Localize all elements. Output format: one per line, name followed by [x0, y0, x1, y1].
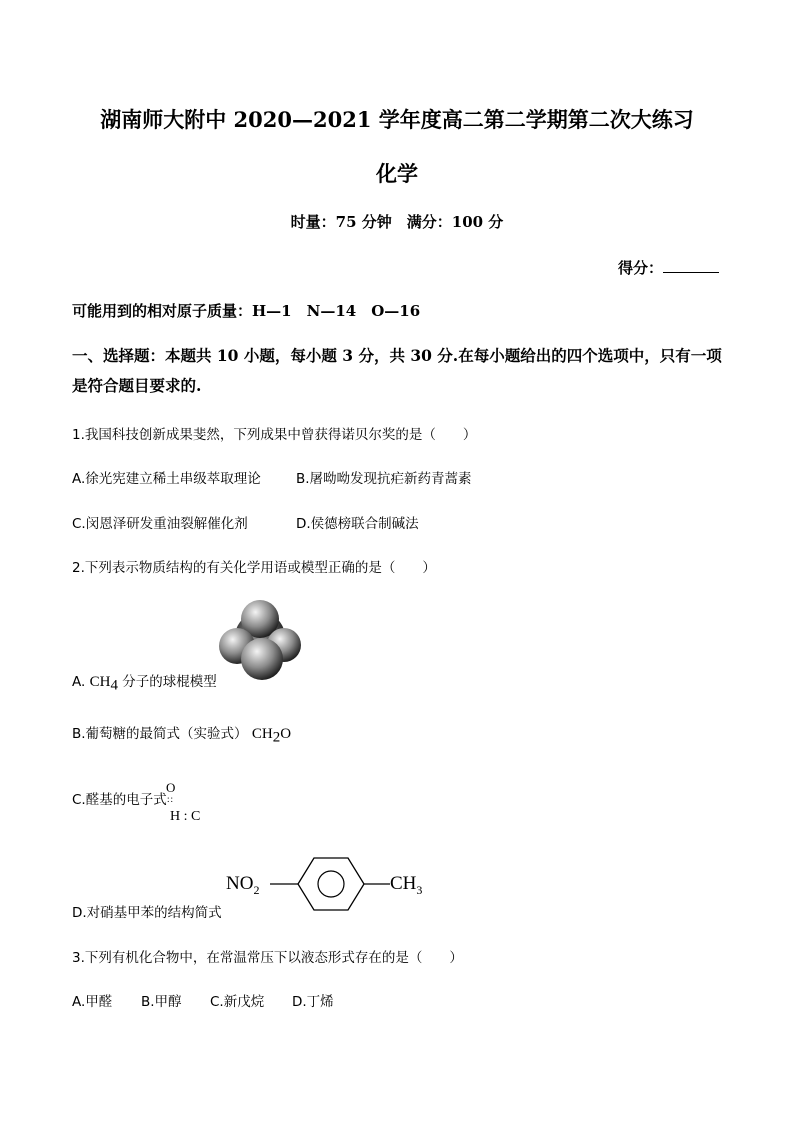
q1-option-b: B.屠呦呦发现抗疟新药青蒿素 [296, 471, 472, 487]
time-info: 时量：75 分钟 满分：100 分 [290, 213, 504, 231]
nitro-group: $NO_2$ [226, 873, 260, 897]
q3-stem: 3.下列有机化合物中，在常温常压下以液态形式存在的是（ ） [72, 950, 463, 966]
q3-option-d: D.丁烯 [292, 994, 334, 1010]
exam-subject: 化学 [376, 161, 418, 186]
q2-option-c: C.醛基的电子式 [72, 792, 167, 808]
atomic-masses: 可能用到的相对原子质量：H—1 N—14 O—16 [72, 302, 421, 320]
q2-option-b: B.葡萄糖的最简式（实验式） $CH_2O$ [72, 726, 292, 746]
score-field [618, 257, 719, 278]
q2-option-d: D.对硝基甲苯的结构简式 [72, 905, 222, 921]
q1-stem: 1.我国科技创新成果斐然，下列成果中曾获得诺贝尔奖的是（ ） [72, 427, 477, 443]
benzene-ring [270, 854, 392, 914]
score-blank[interactable] [663, 258, 719, 273]
q3-option-c: C.新戊烷 [210, 994, 265, 1010]
aldehyde-oxygen: O [166, 780, 176, 795]
aldehyde-h-c: H : C [170, 809, 201, 824]
q2-option-a: A. $CH_4$ 分子的球棍模型 [72, 674, 217, 694]
q3-option-a: A.甲醛 [72, 994, 113, 1010]
q1-option-d: D.侯德榜联合制碱法 [296, 516, 419, 532]
section-heading-line1: 一、选择题：本题共 10 小题，每小题 3 分，共 30 分.在每小题给出的四个选项中，只有一项 [72, 346, 722, 365]
methyl-group: $CH_3$ [390, 873, 423, 897]
q2-stem: 2.下列表示物质结构的有关化学用语或模型正确的是（ ） [72, 560, 436, 576]
q1-option-c: C.闵恩泽研发重油裂解催化剂 [72, 516, 248, 532]
methane-space-filling-model [214, 597, 306, 683]
q1-option-a: A.徐光宪建立稀土串级萃取理论 [72, 471, 261, 487]
section-heading-line2: 是符合题目要求的. [72, 376, 202, 395]
aldehyde-bond-dots: :: [167, 794, 175, 804]
score-label: 得分： [618, 259, 664, 277]
exam-title: 湖南师大附中 2020—2021 学年度高二第二学期第二次大练习 [100, 107, 694, 132]
q3-option-b: B.甲醇 [141, 994, 182, 1010]
